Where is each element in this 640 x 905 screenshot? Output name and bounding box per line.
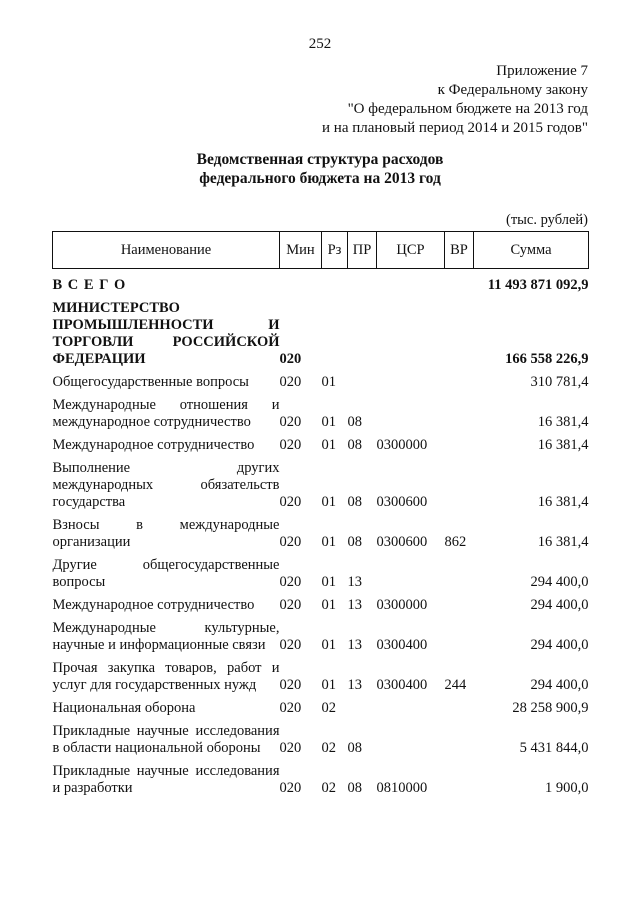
page-number: 252 [308,36,332,52]
title-line: федерального бюджета на 2013 год [199,170,441,187]
header-pr: ПР [348,232,377,269]
units-note: (тыс. рублей) [506,212,588,228]
row-vr [445,700,474,723]
row-name: Международное сотрудничество [52,597,255,613]
row-vr [445,374,474,397]
row-name: Выполнение других международных обязательств государства [52,460,280,510]
table-row [53,397,589,437]
row-min: 020 [279,597,302,613]
row-csr: 0810000 [376,780,428,796]
row-csr [377,723,445,763]
row-rz: 01 [321,494,336,510]
row-rz: 01 [321,374,336,390]
table-row [53,269,589,301]
row-pr: 08 [347,494,362,510]
row-rz: 01 [321,677,336,693]
row-csr [377,374,445,397]
row-name: Международные отношения и международное сотрудничество [52,397,280,430]
row-rz: 01 [321,574,336,590]
row-name: Другие общегосударственные вопросы [52,557,280,590]
header-min: Мин [280,232,322,269]
row-min: 020 [279,414,302,430]
row-min: 020 [279,740,302,756]
row-rz [322,269,348,301]
row-rz: 02 [321,700,336,716]
appendix-line: "О федеральном бюджете на 2013 год [347,101,588,117]
row-pr: 13 [347,597,362,613]
row-name: Международное сотрудничество [52,437,255,453]
row-rz: 01 [321,437,336,453]
row-vr [445,269,474,301]
row-vr [445,397,474,437]
row-rz [322,300,348,374]
header-rz: Рз [322,232,348,269]
table-row [53,597,589,620]
row-min: 020 [279,351,302,367]
row-min: 020 [279,534,302,550]
appendix-line: и на плановый период 2014 и 2015 годов" [322,120,588,136]
row-sum: 16 381,4 [537,414,589,430]
row-csr: 0300000 [376,437,428,453]
row-pr: 08 [347,414,362,430]
row-name: В С Е Г О [52,277,127,293]
row-sum: 11 493 871 092,9 [487,277,589,293]
row-min: 020 [279,677,302,693]
row-min: 020 [279,574,302,590]
row-rz: 02 [321,740,336,756]
appendix-reference [248,62,588,138]
header-vr: ВР [445,232,474,269]
header-csr: ЦСР [377,232,445,269]
table-row [53,620,589,660]
row-sum: 1 900,0 [545,780,589,796]
row-csr [377,397,445,437]
row-name: Международные культурные, научные и информационные связи [52,620,280,653]
table-row [53,460,589,517]
row-sum: 16 381,4 [537,534,589,550]
row-csr: 0300000 [376,597,428,613]
row-rz: 01 [321,597,336,613]
row-vr [445,763,474,803]
table-row [53,763,589,803]
row-name: МИНИСТЕРСТВО ПРОМЫШЛЕННОСТИ И ТОРГОВЛИ РОССИЙСКОЙ ФЕДЕРАЦИИ [52,300,280,367]
table-row [53,374,589,397]
row-sum: 166 558 226,9 [505,351,589,367]
row-name: Общегосударственные вопросы [52,374,249,390]
row-pr [348,374,377,397]
row-pr: 13 [347,677,362,693]
row-csr: 0300600 [376,534,428,550]
row-pr [348,300,377,374]
row-csr: 0300600 [376,494,428,510]
row-vr [445,620,474,660]
row-sum: 294 400,0 [530,677,589,693]
row-pr: 08 [347,780,362,796]
row-sum: 310 781,4 [530,374,589,390]
row-min: 020 [279,780,302,796]
table-row [53,300,589,374]
document-title [0,150,640,188]
row-csr: 0300400 [376,677,428,693]
row-csr [377,269,445,301]
row-sum: 16 381,4 [537,437,589,453]
row-name: Прочая закупка товаров, работ и услуг для государственных нужд [52,660,280,693]
row-sum: 294 400,0 [530,597,589,613]
row-rz: 02 [321,780,336,796]
row-pr: 13 [347,574,362,590]
row-sum: 28 258 900,9 [512,700,589,716]
row-vr [445,723,474,763]
table-header-row [53,232,589,269]
row-sum: 294 400,0 [530,637,589,653]
row-sum: 294 400,0 [530,574,589,590]
row-vr [445,557,474,597]
row-csr [377,557,445,597]
row-vr [445,460,474,517]
appendix-line: к Федеральному закону [437,82,588,98]
row-sum: 16 381,4 [537,494,589,510]
row-min: 020 [279,437,302,453]
row-rz: 01 [321,637,336,653]
row-pr [348,700,377,723]
row-csr [377,700,445,723]
row-csr: 0300400 [376,637,428,653]
table-row [53,557,589,597]
header-sum: Сумма [474,232,589,269]
table-row [53,723,589,763]
row-pr: 08 [347,740,362,756]
table-row [53,700,589,723]
row-sum: 5 431 844,0 [519,740,589,756]
row-pr: 08 [347,437,362,453]
row-pr: 08 [347,534,362,550]
row-vr [445,437,474,460]
row-min [280,269,322,301]
row-rz: 01 [321,534,336,550]
row-vr: 244 [444,677,467,693]
title-line: Ведомственная структура расходов [196,151,444,168]
row-name: Прикладные научные исследования в области национальной обороны [52,723,280,756]
row-name: Взносы в международные организации [52,517,280,550]
row-vr [445,300,474,374]
row-csr [377,300,445,374]
row-vr [445,597,474,620]
table-row [53,437,589,460]
header-name: Наименование [53,232,280,269]
row-pr: 13 [347,637,362,653]
row-min: 020 [279,637,302,653]
row-min: 020 [279,700,302,716]
table-row [53,660,589,700]
row-min: 020 [279,374,302,390]
row-vr: 862 [444,534,467,550]
row-name: Прикладные научные исследования и разработки [52,763,280,796]
row-rz: 01 [321,414,336,430]
appendix-line: Приложение 7 [496,63,588,79]
row-pr [348,269,377,301]
budget-table [52,231,589,803]
table-row [53,517,589,557]
row-name: Национальная оборона [52,700,196,716]
row-min: 020 [279,494,302,510]
